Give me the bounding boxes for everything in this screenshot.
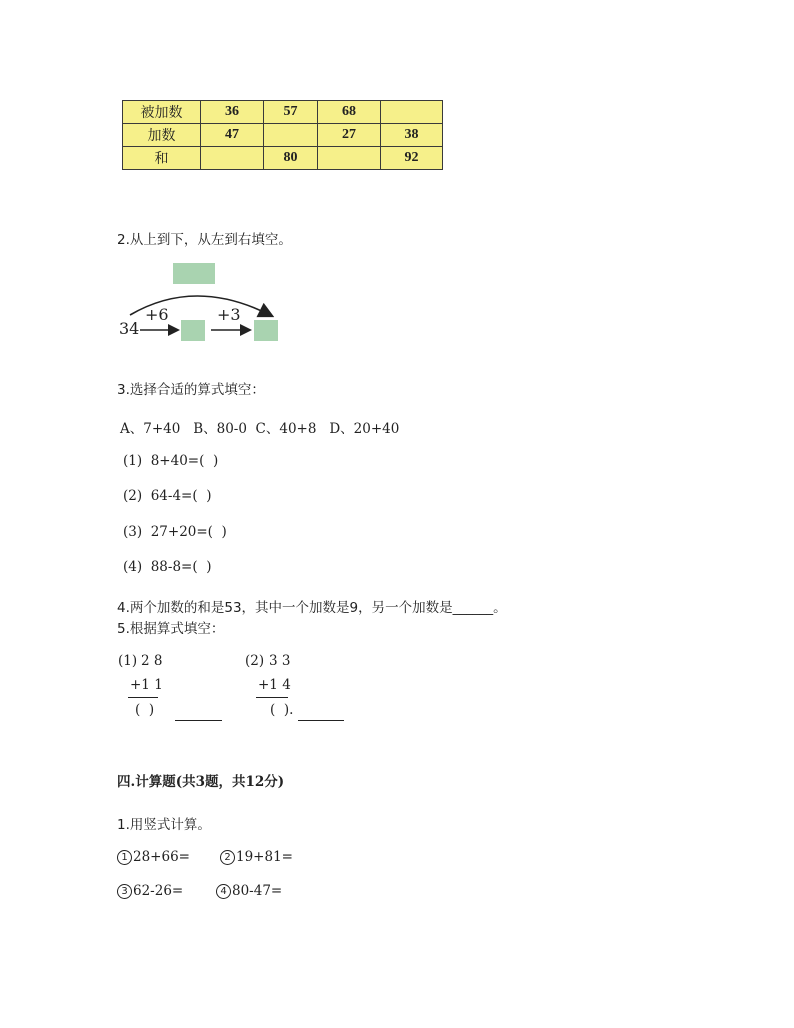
p1-top-number: 2 8 [141, 653, 163, 669]
row-label: 被加数 [123, 101, 201, 124]
calc-expression: 19+81= [236, 849, 293, 865]
calc-q1-title: 1.用竖式计算。 [117, 817, 211, 833]
q3-item: (3) 27+20=( ) [123, 524, 227, 540]
circled-number: 4 [216, 884, 231, 899]
table-cell: 92 [381, 147, 443, 170]
p1-addend: +1 1 [130, 677, 163, 693]
addition-table [122, 100, 443, 170]
q4-text: 4.两个加数的和是53，其中一个加数是9，另一个加数是______。 [117, 600, 507, 616]
q3-title: 3.选择合适的算式填空： [117, 382, 265, 398]
start-number: 34 [119, 319, 140, 338]
p2-label: (2) [245, 653, 265, 669]
table-cell [264, 124, 318, 147]
calc-item [216, 883, 282, 899]
circled-number: 1 [117, 850, 132, 865]
p2-answer-blank[interactable] [298, 720, 344, 721]
p2-top-number: 3 3 [269, 653, 291, 669]
table-cell [318, 147, 381, 170]
circled-number: 3 [117, 884, 132, 899]
circled-number: 2 [220, 850, 235, 865]
table-row [123, 147, 443, 170]
table-cell: 80 [264, 147, 318, 170]
table-cell: 57 [264, 101, 318, 124]
calc-item [117, 849, 190, 865]
op-label-2: +3 [217, 305, 241, 324]
q3-item: (4) 88-8=( ) [123, 559, 212, 575]
table-cell: 36 [201, 101, 264, 124]
row-label: 和 [123, 147, 201, 170]
table-cell [201, 147, 264, 170]
p1-sum-line [128, 697, 158, 698]
table-cell: 27 [318, 124, 381, 147]
table-row [123, 124, 443, 147]
calc-item [117, 883, 183, 899]
p1-answer-paren[interactable]: ( ) [135, 702, 155, 718]
section-title: 四.计算题(共3题，共12分) [117, 774, 285, 790]
table-cell: 38 [381, 124, 443, 147]
p2-sum-line [256, 697, 288, 698]
q2-title: 2.从上到下，从左到右填空。 [117, 232, 292, 248]
table-cell: 68 [318, 101, 381, 124]
calc-item [220, 849, 293, 865]
q3-item: (2) 64-4=( ) [123, 488, 212, 504]
answer-box-top[interactable] [173, 263, 215, 284]
table-cell [381, 101, 443, 124]
table-row [123, 101, 443, 124]
q3-item: (1) 8+40=( ) [123, 453, 219, 469]
calc-expression: 80-47= [232, 883, 283, 899]
calc-expression: 62-26= [133, 883, 184, 899]
table-cell: 47 [201, 124, 264, 147]
q5-title: 5.根据算式填空： [117, 621, 225, 637]
calc-expression: 28+66= [133, 849, 190, 865]
op-label-1: +6 [145, 305, 169, 324]
p1-answer-blank[interactable] [175, 720, 222, 721]
p2-answer-paren[interactable]: ( ). [270, 702, 294, 718]
q3-options: A、7+40 B、80-0 C、40+8 D、20+40 [120, 421, 400, 437]
p1-label: (1) [118, 653, 138, 669]
p2-addend: +1 4 [258, 677, 291, 693]
row-label: 加数 [123, 124, 201, 147]
